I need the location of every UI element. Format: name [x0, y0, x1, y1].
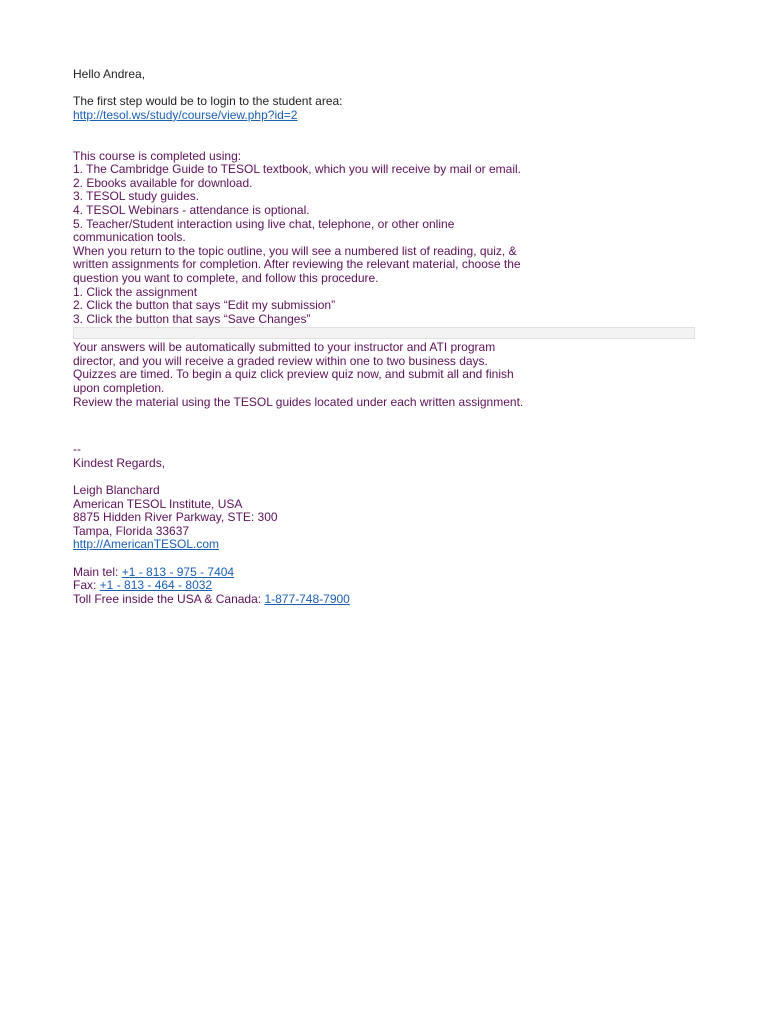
signature-block [73, 443, 713, 606]
student-area-link[interactable]: http://tesol.ws/study/course/view.php?id=2 [73, 107, 298, 122]
after-line: director, and you will receive a graded review within one to two business days. [73, 353, 488, 368]
main-tel-line [73, 566, 713, 580]
greeting: Hello Andrea, [73, 67, 146, 81]
after-line: upon completion. [73, 381, 165, 396]
intro-text: The first step would be to login to the student area: [73, 94, 343, 109]
course-item: 5. Teacher/Student interaction using live chat, telephone, or other online [73, 216, 455, 231]
spacer [73, 470, 713, 484]
topic-line: written assignments for completion. After reviewing the relevant material, choose the [73, 257, 521, 272]
course-item: 2. Ebooks available for download. [73, 175, 253, 190]
website-link[interactable]: http://AmericanTESOL.com [73, 537, 220, 552]
intro-link-line [73, 109, 713, 123]
main-tel-link[interactable]: +1 - 813 - 975 - 7404 [121, 564, 235, 579]
fax-link[interactable]: +1 - 813 - 464 - 8032 [99, 578, 213, 593]
main-tel-label: Main tel: [73, 564, 122, 579]
spacer [73, 552, 713, 566]
procedure-step: 2. Click the button that says “Edit my submission” [73, 298, 336, 313]
spacer [73, 122, 713, 149]
fax-label: Fax: [73, 578, 100, 593]
toll-free-line [73, 593, 713, 607]
procedure-step: 1. Click the assignment [73, 284, 198, 299]
course-item: 4. TESOL Webinars - attendance is optional. [73, 202, 310, 217]
signature-website-line [73, 538, 713, 552]
course-item: communication tools. [73, 230, 186, 245]
course-item: 1. The Cambridge Guide to TESOL textbook, which you will receive by mail or email. [73, 162, 521, 177]
course-heading: This course is completed using: [73, 148, 242, 163]
after-line: Your answers will be automatically submitted to your instructor and ATI program [73, 340, 496, 355]
email-body [73, 68, 713, 606]
signature-separator: -- [73, 442, 81, 457]
topic-line: question you want to complete, and follow this procedure. [73, 270, 379, 285]
horizontal-divider [73, 327, 695, 339]
signature-org: American TESOL Institute, USA [73, 496, 243, 511]
signature-name: Leigh Blanchard [73, 483, 160, 498]
spacer [73, 82, 713, 96]
after-line: Review the material using the TESOL guides located under each written assignment. [73, 394, 524, 409]
toll-free-link[interactable]: 1-877-748-7900 [264, 591, 350, 606]
topic-line: When you return to the topic outline, you will see a numbered list of reading, quiz, & [73, 243, 517, 258]
signature-regards: Kindest Regards, [73, 455, 166, 470]
procedure-step: 3. Click the button that says “Save Changes” [73, 311, 311, 326]
after-line: Quizzes are timed. To begin a quiz click preview quiz now, and submit all and finish [73, 367, 514, 382]
course-section [73, 150, 713, 410]
spacer [73, 409, 713, 443]
signature-address: 8875 Hidden River Parkway, STE: 300 [73, 510, 278, 525]
toll-free-label: Toll Free inside the USA & Canada: [73, 591, 265, 606]
course-item: 3. TESOL study guides. [73, 189, 200, 204]
signature-city: Tampa, Florida 33637 [73, 523, 190, 538]
fax-line [73, 579, 713, 593]
